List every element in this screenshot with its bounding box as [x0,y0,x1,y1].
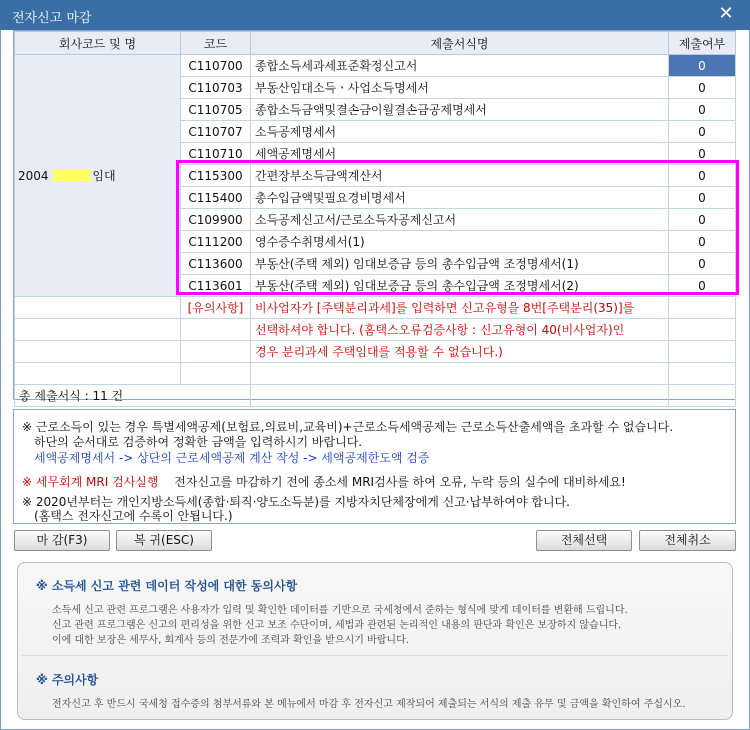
empty-cell [15,341,181,363]
row-code: C113600 [181,253,251,275]
row-form: 소득공제명세서 [251,121,669,143]
empty-cell [669,385,736,407]
consent-text-3: 이에 대한 보장은 세무사, 회계사 등의 전문가에 조력과 확인을 받으시기 바랍니다. [52,635,409,646]
row-code: C113601 [181,275,251,297]
row-code: C109900 [181,209,251,231]
row-form: 간편장부소득금액계산서 [251,165,669,187]
empty-cell [251,385,669,407]
row-code: C110700 [181,55,251,77]
row-status[interactable]: 0 [669,209,736,231]
row-form: 소득공제신고서/근로소득자공제신고서 [251,209,669,231]
header-status: 제출여부 [669,32,736,55]
row-code: C110705 [181,99,251,121]
notice-line: 선택하셔야 합니다. (홈택스오류검증사항 : 신고유형이 40(비사업자)인 [251,319,669,341]
row-code: C110703 [181,77,251,99]
info-panel [13,409,736,524]
notice-row [15,297,736,319]
info-line-6: (홈택스 전자신고에 수록이 안됩니다.) [34,509,233,523]
row-form: 세액공제명세서 [251,143,669,165]
row-status[interactable]: 0 [669,275,736,297]
info-line-4 [22,473,626,490]
row-code: C111200 [181,231,251,253]
info-line-5: ※ 2020년부터는 개인지방소득세(종합·퇴직·양도소득분)를 지방자치단체장에게 신고·납부하여야 합니다. [22,495,570,509]
row-code: C115400 [181,187,251,209]
table-row[interactable] [15,55,736,77]
row-status[interactable]: 0 [669,99,736,121]
row-status[interactable]: 0 [669,253,736,275]
close-deadline-button[interactable]: 마 감(F3) [14,530,110,551]
notice-row [15,341,736,363]
empty-cell [669,297,736,319]
row-form: 종합소득금액및결손금이월결손금공제명세서 [251,99,669,121]
empty-cell [15,363,181,385]
row-form: 종합소득세과세표준확정신고서 [251,55,669,77]
row-status[interactable]: 0 [669,165,736,187]
restore-button[interactable]: 복 귀(ESC) [116,530,212,551]
row-status[interactable]: 0 [669,55,736,77]
empty-row [15,363,736,385]
info-line-1: ※ 근로소득이 있는 경우 특별세액공제(보험료,의료비,교육비)+근로소득세액공제는 근로소득산출세액을 초과할 수 없습니다. [22,420,674,434]
row-code: C110707 [181,121,251,143]
consent-heading: ※ 소득세 신고 관련 데이터 작성에 대한 동의사항 [36,579,298,593]
header-code: 코드 [181,32,251,55]
company-cell[interactable] [15,55,181,297]
notice-line: 경우 분리과세 주택임대를 적용할 수 없습니다.) [251,341,669,363]
masked-company-name [53,169,91,182]
empty-cell [181,341,251,363]
mri-check-label: ※ 세무회계 MRI 검사실행 [22,475,159,489]
row-code: C110710 [181,143,251,165]
close-icon[interactable]: ✕ [718,3,734,24]
row-status[interactable]: 0 [669,231,736,253]
empty-cell [669,319,736,341]
divider [22,655,728,656]
consent-panel [17,562,733,720]
info-line-3: 세액공제명세서 -> 상단의 근로세액공제 계산 작성 -> 세액공제한도액 검증 [34,451,430,465]
notice-row [15,319,736,341]
empty-cell [15,297,181,319]
empty-cell [15,319,181,341]
notice-line: 비사업자가 [주택분리과세]를 입력하면 신고유형을 8번[주택분리(35)]를 [251,297,669,319]
row-code: C115300 [181,165,251,187]
row-status[interactable]: 0 [669,187,736,209]
row-form: 영수증수취명세서(1) [251,231,669,253]
row-form: 부동산임대소득ㆍ사업소득명세서 [251,77,669,99]
empty-cell [669,341,736,363]
title-bar [0,0,750,30]
empty-cell [669,363,736,385]
row-status[interactable]: 0 [669,121,736,143]
empty-cell [181,319,251,341]
mri-check-text: 전자신고를 마감하기 전에 종소세 MRI검사를 하여 오류, 누락 등의 실수에 대비하세요! [174,475,626,489]
header-form: 제출서식명 [251,32,669,55]
row-status[interactable]: 0 [669,143,736,165]
select-all-button[interactable]: 전체선택 [536,530,632,551]
row-status[interactable]: 0 [669,77,736,99]
cancel-all-button[interactable]: 전체취소 [639,530,736,551]
submission-grid [13,30,736,403]
total-label: 총 제출서식 : 11 건 [15,385,251,407]
company-name: 임대 [92,169,116,183]
row-form: 부동산(주택 제외) 임대보증금 등의 총수입금액 조정명세서(1) [251,253,669,275]
row-form: 부동산(주택 제외) 임대보증금 등의 총수입금액 조정명세서(2) [251,275,669,297]
header-company: 회사코드 및 명 [15,32,181,55]
notice-tag: [유의사항] [181,297,251,319]
window-title: 전자신고 마감 [12,11,92,26]
empty-cell [251,363,669,385]
caution-text: 전자신고 후 반드시 국세청 접수증의 첨부서류와 본 메뉴에서 마감 후 전자신고 제작되어 제출되는 서식의 제출 유무 및 금액을 확인하여 주십시오. [52,699,686,710]
info-line-2: 하단의 순서대로 검증하여 정확한 금액을 입력하시기 바랍니다. [34,435,363,449]
consent-text-2: 신고 관련 프로그램은 신고의 편리성을 위한 신고 보조 수단이며, 세법과 관련된 논리적인 내용의 판단과 확인은 보장하지 않습니다. [52,620,622,631]
caution-heading: ※ 주의사항 [36,673,99,687]
row-form: 총수입금액및필요경비명세서 [251,187,669,209]
company-code: 2004 [18,169,49,183]
consent-text-1: 소득세 신고 관련 프로그램은 사용자가 입력 및 확인한 데이터를 기반으로 국세청에서 준하는 형식에 맞게 데이터를 변환해 드립니다. [52,605,628,616]
empty-cell [181,363,251,385]
grid-header-row [15,32,736,55]
total-row [15,385,736,407]
